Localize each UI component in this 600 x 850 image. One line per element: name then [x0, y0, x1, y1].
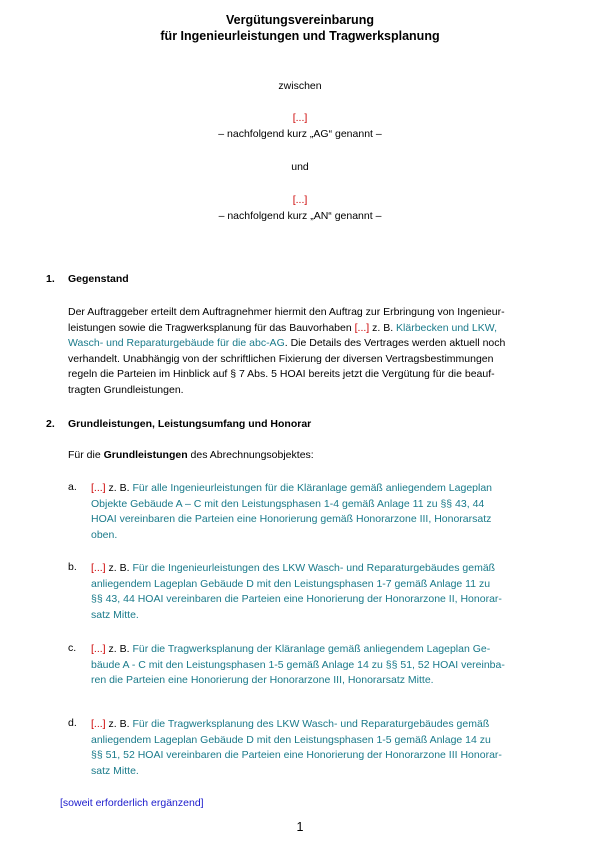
list-item-line	[91, 481, 571, 497]
section-2-heading: Grundleistungen, Leistungsumfang und Honorar	[68, 418, 312, 430]
example-text: Objekte Gebäude A – C mit den Leistungsphasen 1-4 gemäß Anlage 11 zu §§ 43, 44	[91, 497, 485, 510]
text-span: . Die Details des Vertrages werden aktuell noch	[284, 337, 506, 349]
between-label: zwischen	[278, 80, 322, 92]
example-text: anliegendem Lageplan Gebäude D mit den Leistungsphasen 1-5 gemäß Anlage 14 zu	[91, 733, 491, 746]
text-span: z. B.	[105, 718, 133, 730]
ag-placeholder: [...]	[292, 112, 308, 124]
paragraph-line: verhandelt. Unabhängig von der schriftlichen Fixierung der diversen Vertragsbestimmungen	[68, 352, 494, 365]
example-text: Wasch- und Reparaturgebäude für die abc-AG	[68, 337, 285, 349]
list-letter: b.	[68, 561, 77, 573]
example-text: HOAI vereinbaren die Parteien eine Honorierung gemäß Honorarzone III, Honorarsatz	[91, 513, 492, 525]
list-item-line	[91, 733, 571, 749]
example-text: oben.	[91, 528, 118, 541]
list-item-line	[91, 592, 571, 608]
section-2-intro	[68, 449, 314, 461]
example-text: §§ 51, 52 HOAI vereinbaren die Parteien eine Honorierung der Honorarzone III Honorar-	[91, 749, 502, 761]
and-label: und	[291, 161, 309, 173]
section-1-heading: Gegenstand	[68, 273, 129, 285]
list-item-line	[91, 748, 571, 764]
paragraph-line	[68, 321, 568, 337]
placeholder: [...]	[354, 321, 370, 334]
list-item-body	[91, 717, 571, 779]
paragraph-line: regeln die Parteien im Hinblick auf § 7 Abs. 5 HOAI bereits jetzt die Vergütung für die beauf-	[68, 368, 495, 380]
example-text: satz Mitte.	[91, 764, 139, 777]
example-text: bäude A - C mit den Leistungsphasen 1-5 gemäß Anlage 14 zu §§ 51, 52 HOAI vereinba-	[91, 658, 505, 671]
example-text: Für die Ingenieurleistungen des LKW Wasch- und Reparaturgebäudes gemäß	[132, 562, 496, 574]
example-text: satz Mitte.	[91, 608, 139, 621]
an-note: – nachfolgend kurz „AN“ genannt –	[218, 210, 382, 222]
page-number: 1	[296, 820, 304, 834]
list-item-line	[91, 673, 571, 689]
list-item-body	[91, 481, 571, 543]
ag-note: – nachfolgend kurz „AG“ genannt –	[218, 128, 382, 140]
list-item-line	[91, 608, 571, 624]
example-text: Für alle Ingenieurleistungen für die Kläranlage gemäß anliegendem Lageplan	[132, 482, 493, 494]
grundleistungen-term: Grundleistungen	[103, 449, 188, 461]
text-span: des Abrechnungsobjektes:	[187, 449, 314, 461]
example-text: Für die Tragwerksplanung der Kläranlage gemäß anliegendem Lageplan Ge-	[132, 643, 491, 655]
text-span: z. B.	[105, 643, 133, 655]
list-item-line	[91, 512, 571, 528]
list-item-line	[91, 642, 571, 658]
list-item-line	[91, 561, 571, 577]
paragraph-line: tragten Grundleistungen.	[68, 383, 184, 396]
list-item-line	[91, 528, 571, 544]
section-2-number: 2.	[46, 418, 55, 430]
list-item-line	[91, 658, 571, 674]
placeholder: [...]	[91, 718, 106, 730]
example-text: Für die Tragwerksplanung des LKW Wasch- und Reparaturgebäudes gemäß	[132, 718, 490, 730]
list-letter: d.	[68, 717, 77, 729]
list-item-body	[91, 642, 571, 689]
placeholder: [...]	[91, 482, 106, 494]
title-line-2: für Ingenieurleistungen und Tragwerksplanung	[160, 29, 440, 43]
paragraph-line	[68, 336, 568, 352]
text-span: z. B.	[369, 321, 397, 334]
text-span: z. B.	[105, 562, 133, 574]
example-text: anliegendem Lageplan Gebäude D mit den Leistungsphasen 1-7 gemäß Anlage 11 zu	[91, 577, 491, 590]
list-item-line	[91, 497, 571, 513]
section-1-number: 1.	[46, 273, 55, 285]
placeholder: [...]	[91, 643, 106, 655]
list-item-line	[91, 717, 571, 733]
document-title	[0, 12, 600, 44]
title-line-1: Vergütungsvereinbarung	[226, 13, 374, 27]
list-item-line	[91, 764, 571, 780]
list-letter: c.	[68, 642, 77, 654]
example-text: ren die Parteien eine Honorierung der Honorarzone III, Honorarsatz Mitte.	[91, 674, 434, 686]
paragraph-line: Der Auftraggeber erteilt dem Auftragnehmer hiermit den Auftrag zur Erbringung von Ingenieur-	[68, 306, 505, 318]
text-span: Für die	[68, 449, 104, 461]
example-text: §§ 43, 44 HOAI vereinbaren die Parteien eine Honorierung der Honorarzone II, Honorar-	[91, 593, 502, 605]
supplement-note: [soweit erforderlich ergänzend]	[60, 797, 204, 809]
placeholder: [...]	[91, 562, 106, 574]
list-letter: a.	[68, 481, 77, 493]
list-item-line	[91, 577, 571, 593]
an-placeholder: [...]	[292, 194, 308, 206]
section-1-paragraph	[68, 305, 568, 398]
example-text: Klärbecken und LKW,	[396, 321, 498, 334]
list-item-body	[91, 561, 571, 623]
text-span: z. B.	[105, 482, 133, 494]
text-span: leistungen sowie die Tragwerksplanung für das Bauvorhaben	[68, 321, 355, 334]
